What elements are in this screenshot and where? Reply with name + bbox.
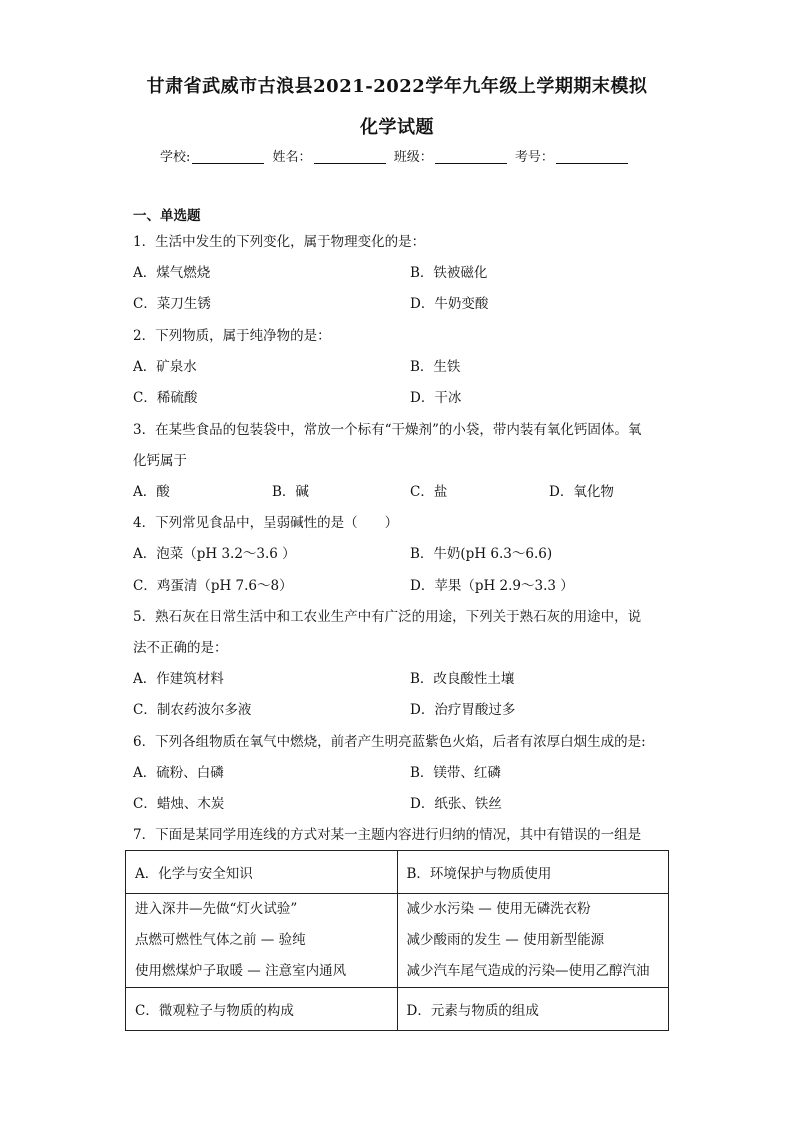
q7-stem: 7．下面是某同学用连线的方式对某一主题内容进行归纳的情况，其中有错误的一组是 [133,827,642,843]
q5-option-c: C．制农药波尔多液 [133,702,252,718]
q3-option-b: B．碱 [272,484,309,500]
q1-option-d: D．牛奶变酸 [410,296,489,312]
q2-stem: 2．下列物质，属于纯净物的是： [133,328,331,344]
q7-b-line: 减少水污染 — 使用无磷洗衣粉 [406,901,591,917]
q2-option-a: A．矿泉水 [133,359,197,375]
q5-option-a: A．作建筑材料 [133,671,224,687]
q6-stem: 6．下列各组物质在氧气中燃烧，前者产生明亮蓝紫色火焰，后者有浓厚白烟生成的是: [133,734,646,750]
q7-option-d-heading: D．元素与物质的组成 [397,988,669,1031]
class-blank[interactable] [435,149,507,164]
class-label: 班级： [393,150,433,165]
q4-option-d: D．苹果（pH 2.9～3.3 ） [410,578,574,594]
q2-option-c: C．稀硫酸 [133,390,198,406]
q7-options-table [125,850,669,1031]
q7-option-a-body [126,894,398,988]
q2-option-b: B．生铁 [410,359,461,375]
q6-option-a: A．硫粉、白磷 [133,765,224,781]
name-blank[interactable] [314,149,386,164]
q3-option-a: A．酸 [133,484,170,500]
exam-title-line1: 甘肃省武威市古浪县2021-2022学年九年级上学期期末模拟 [146,76,648,97]
section-title: 一、单选题 [133,208,201,224]
q4-stem: 4．下列常见食品中，呈弱碱性的是（ ） [133,515,399,531]
q4-option-a: A．泡菜（pH 3.2～3.6 ） [133,546,296,562]
name-label: 姓名： [272,150,312,165]
q5-option-d: D．治疗胃酸过多 [410,702,516,718]
q2-option-d: D．干冰 [410,390,462,406]
q7-option-a-heading: A．化学与安全知识 [126,851,398,894]
school-label: 学校: [160,150,191,165]
q5-option-b: B．改良酸性土壤 [410,671,515,687]
q5-stem-line1: 5．熟石灰在日常生活中和工农业生产中有广泛的用途，下列关于熟石灰的用途中，说 [133,609,642,625]
q4-option-b: B．牛奶(pH 6.3～6.6) [410,546,553,562]
q7-b-line: 减少汽车尾气造成的污染—使用乙醇汽油 [406,963,650,979]
q7-option-b-heading: B．环境保护与物质使用 [397,851,669,894]
q6-option-b: B．镁带、红磷 [410,765,501,781]
q7-a-line: 进入深井—先做“灯火试验” [135,901,298,917]
exam-title-line2: 化学试题 [360,117,434,138]
q3-option-d: D．氧化物 [549,484,614,500]
q1-stem: 1．生活中发生的下列变化，属于物理变化的是： [133,234,426,250]
q6-option-d: D．纸张、铁丝 [410,796,502,812]
exam-number-label: 考号： [514,150,554,165]
q7-a-line: 点燃可燃性气体之前 — 验纯 [135,932,306,948]
q7-b-line: 减少酸雨的发生 — 使用新型能源 [406,932,605,948]
q1-option-c: C．菜刀生锈 [133,296,211,312]
q4-option-c: C．鸡蛋清（pH 7.6～8） [133,578,293,594]
q7-a-line: 使用燃煤炉子取暖 — 注意室内通风 [135,963,347,979]
q5-stem-line2: 法不正确的是： [133,640,228,656]
q3-stem-line1: 3．在某些食品的包装袋中，常放一个标有“干燥剂”的小袋，带内装有氧化钙固体。氧 [133,422,642,438]
q6-option-c: C．蜡烛、木炭 [133,796,225,812]
school-blank[interactable] [192,149,264,164]
q1-option-a: A．煤气燃烧 [133,265,211,281]
exam-number-blank[interactable] [556,149,628,164]
q7-option-b-body [397,894,669,988]
q3-option-c: C．盐 [410,484,448,500]
q7-option-c-heading: C．微观粒子与物质的构成 [126,988,398,1031]
q1-option-b: B．铁被磁化 [410,265,488,281]
student-info-row [160,146,632,165]
q3-stem-line2: 化钙属于 [133,453,187,469]
